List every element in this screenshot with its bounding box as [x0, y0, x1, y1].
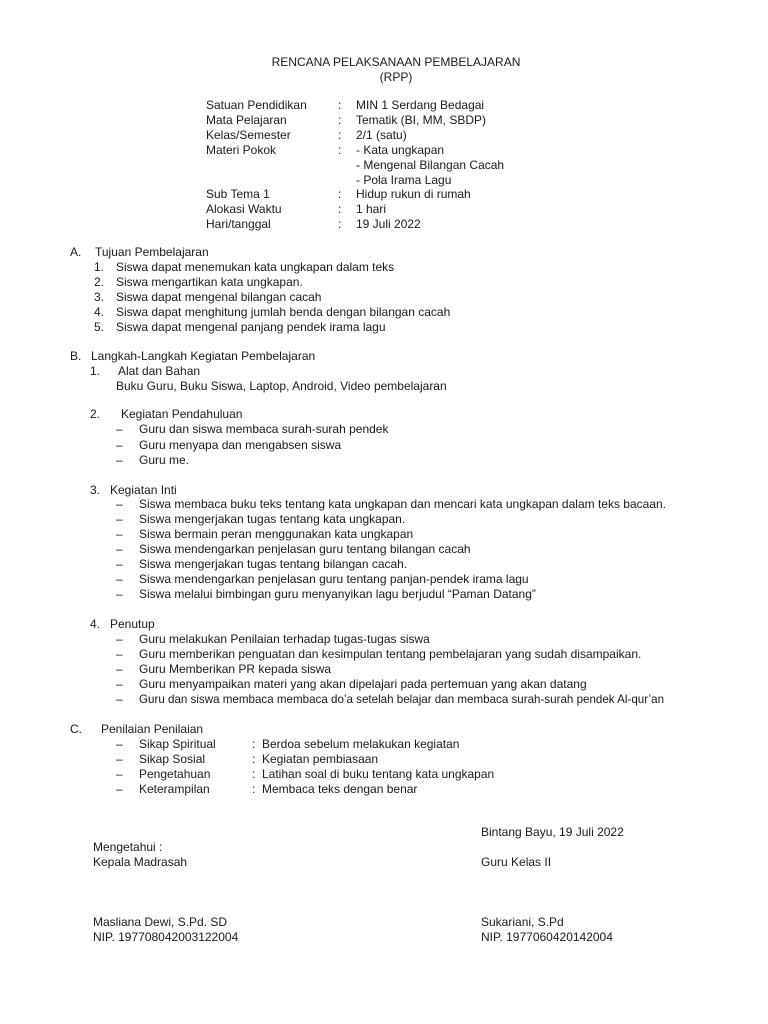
identity-label: Satuan Pendidikan [206, 98, 307, 112]
document-subtitle: (RPP) [379, 70, 413, 84]
section-heading: Tujuan Pembelajaran [95, 245, 209, 259]
identity-value: - Mengenal Bilangan Cacah [356, 158, 505, 172]
list-item: Siswa dapat menghitung jumlah benda dengan bilangan cacah [116, 305, 451, 319]
sub-heading: Kegiatan Inti [110, 483, 177, 497]
sub-number: 1. [90, 364, 101, 378]
dash-bullet: – [116, 662, 123, 676]
dash-bullet: – [116, 632, 123, 646]
list-item: Guru menyapa dan mengabsen siswa [139, 438, 342, 452]
assessment-label: Pengetahuan [139, 767, 211, 781]
identity-value: Tematik (BI, MM, SBDP) [356, 113, 487, 127]
dash-bullet: – [116, 737, 123, 751]
assessment-label: Keterampilan [139, 782, 210, 796]
list-number: 4. [94, 305, 105, 319]
assessment-value: Kegiatan pembiasaan [262, 752, 379, 766]
assessment-label: Sikap Sosial [139, 752, 206, 766]
section-marker: A. [70, 245, 82, 259]
identity-colon: : [338, 143, 342, 157]
identity-colon: : [338, 202, 342, 216]
dash-bullet: – [116, 782, 123, 796]
identity-colon: : [338, 217, 342, 231]
dash-bullet: – [116, 512, 123, 526]
sub-number: 4. [90, 617, 101, 631]
document-title: RENCANA PELAKSANAAN PEMBELAJARAN [271, 55, 521, 69]
list-item: Siswa melalui bimbingan guru menyanyikan lagu berjudul “Paman Datang” [139, 587, 536, 601]
dash-bullet: – [116, 572, 123, 586]
dash-bullet: – [116, 557, 123, 571]
assessment-colon: : [252, 767, 256, 781]
identity-value: - Pola Irama Lagu [356, 173, 452, 187]
identity-value: 1 hari [356, 202, 387, 216]
identity-value: MIN 1 Serdang Bedagai [356, 98, 485, 112]
identity-colon: : [338, 187, 342, 201]
identity-label: Mata Pelajaran [206, 113, 287, 127]
identity-colon: : [338, 113, 342, 127]
sub-heading: Kegiatan Pendahuluan [121, 407, 243, 421]
assessment-colon: : [252, 782, 256, 796]
dash-bullet: – [116, 767, 123, 781]
identity-label: Alokasi Waktu [206, 202, 282, 216]
dash-bullet: – [116, 453, 123, 467]
assessment-label: Sikap Spiritual [139, 737, 216, 751]
list-item: Siswa bermain peran menggunakan kata ungkapan [139, 527, 414, 541]
identity-label: Sub Tema 1 [206, 187, 270, 201]
list-item: Siswa mengerjakan tugas tentang bilangan cacah. [139, 557, 408, 571]
assessment-value: Membaca teks dengan benar [262, 782, 418, 796]
dash-bullet: – [116, 438, 123, 452]
dash-bullet: – [116, 527, 123, 541]
list-item: Guru menyampaikan materi yang akan dipelajari pada pertemuan yang akan datang [139, 677, 587, 691]
list-item: Siswa mengerjakan tugas tentang kata ungkapan. [139, 512, 406, 526]
sub-heading: Alat dan Bahan [118, 364, 201, 378]
list-item: Siswa dapat mengenal bilangan cacah [116, 290, 322, 304]
list-item: Guru Memberikan PR kepada siswa [139, 662, 332, 676]
place-date: Bintang Bayu, 19 Juli 2022 [481, 825, 624, 839]
sub-number: 3. [90, 483, 101, 497]
list-number: 1. [94, 260, 105, 274]
list-item: Guru dan siswa membaca surah-surah pendek [139, 422, 389, 436]
teacher-title: Guru Kelas II [481, 855, 552, 869]
teacher-nip: NIP. 1977060420142004 [481, 930, 613, 944]
acknowledged-label: Mengetahui : [93, 840, 163, 854]
section-marker: C. [70, 722, 82, 736]
section-heading: Penilaian Penilaian [101, 722, 204, 736]
dash-bullet: – [116, 422, 123, 436]
list-number: 5. [94, 320, 105, 334]
section-marker: B. [70, 349, 82, 363]
sub-text: Buku Guru, Buku Siswa, Laptop, Android, Video pembelajaran [116, 379, 447, 393]
list-item: Siswa dapat menemukan kata ungkapan dalam teks [116, 260, 395, 274]
list-item: Guru me. [139, 453, 190, 467]
section-heading: Langkah-Langkah Kegiatan Pembelajaran [91, 349, 316, 363]
dash-bullet: – [116, 542, 123, 556]
sub-number: 2. [90, 407, 101, 421]
list-number: 2. [94, 275, 105, 289]
teacher-name: Sukariani, S.Pd [481, 915, 564, 929]
principal-title: Kepala Madrasah [93, 855, 188, 869]
list-item: Siswa dapat mengenal panjang pendek irama lagu [116, 320, 386, 334]
dash-bullet: – [116, 752, 123, 766]
assessment-value: Berdoa sebelum melakukan kegiatan [262, 737, 460, 751]
sub-heading: Penutup [110, 617, 155, 631]
dash-bullet: – [116, 497, 123, 511]
identity-colon: : [338, 128, 342, 142]
identity-label: Hari/tanggal [206, 217, 271, 231]
identity-value: 19 Juli 2022 [356, 217, 421, 231]
identity-label: Kelas/Semester [206, 128, 291, 142]
identity-value: - Kata ungkapan [356, 143, 445, 157]
identity-value: 2/1 (satu) [356, 128, 407, 142]
assessment-colon: : [252, 752, 256, 766]
dash-bullet: – [116, 647, 123, 661]
list-item: Guru dan siswa membaca membaca do’a setelah belajar dan membaca surah-surah pendek Al-qur’an [139, 693, 665, 706]
dash-bullet: – [116, 587, 123, 601]
dash-bullet: – [116, 677, 123, 691]
identity-value: Hidup rukun di rumah [356, 187, 471, 201]
principal-nip: NIP. 197708042003122004 [93, 930, 239, 944]
dash-bullet: – [116, 692, 123, 706]
list-item: Guru melakukan Penilaian terhadap tugas-tugas siswa [139, 632, 430, 646]
list-item: Siswa mendengarkan penjelasan guru tentang bilangan cacah [139, 542, 471, 556]
list-number: 3. [94, 290, 105, 304]
list-item: Siswa membaca buku teks tentang kata ungkapan dan mencari kata ungkapan dalam teks bacaan. [139, 497, 666, 511]
identity-label: Materi Pokok [206, 143, 277, 157]
list-item: Siswa mendengarkan penjelasan guru tentang panjan-pendek irama lagu [139, 572, 529, 586]
principal-name: Masliana Dewi, S.Pd. SD [93, 915, 228, 929]
list-item: Guru memberikan penguatan dan kesimpulan tentang pembelajaran yang sudah disampaikan. [139, 647, 642, 661]
assessment-colon: : [252, 737, 256, 751]
identity-colon: : [338, 98, 342, 112]
list-item: Siswa mengartikan kata ungkapan. [116, 275, 303, 289]
assessment-value: Latihan soal di buku tentang kata ungkapan [262, 767, 495, 781]
